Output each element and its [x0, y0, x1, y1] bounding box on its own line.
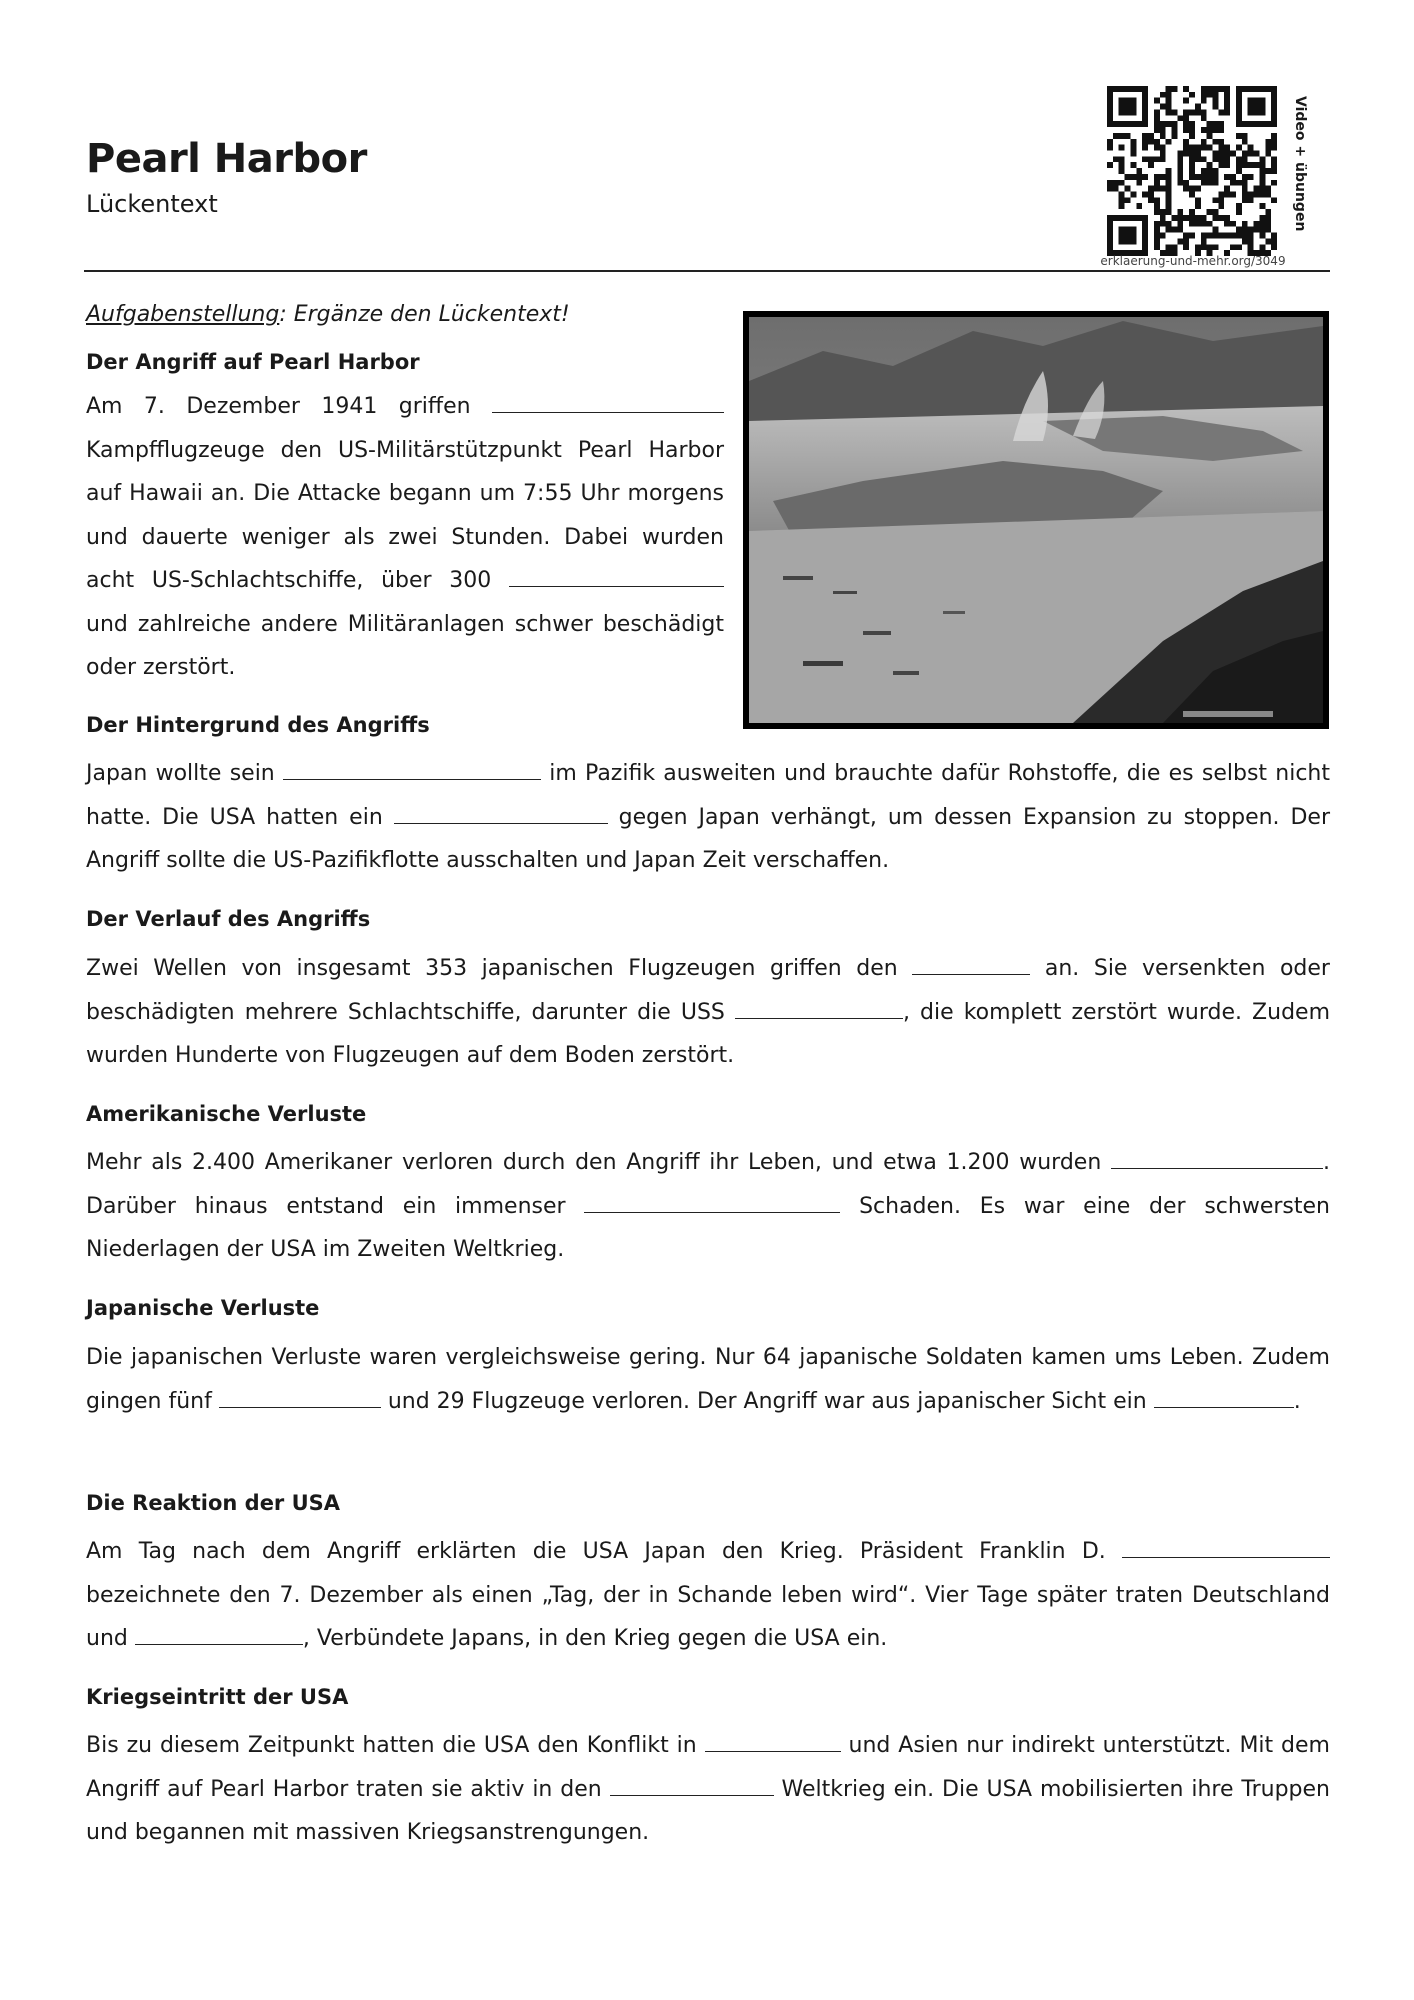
qr-url[interactable]: erklaerung-und-mehr.org/3049 — [1100, 254, 1286, 268]
blank-field[interactable] — [1154, 1385, 1294, 1408]
task-instruction — [86, 302, 570, 327]
blank-field[interactable] — [705, 1729, 841, 1752]
blank-field[interactable] — [219, 1385, 381, 1408]
task-text: : Ergänze den Lückentext! — [279, 302, 570, 327]
section-text-angriff: Am 7. Dezember 1941 griffen Kampfflugzeuge den US-Militärstützpunkt Pearl Harbor auf Hawaii an. Die Attacke begann um 7:55 Uhr morgens und dauerte weniger als zwei Stunden. Dabei wurden acht US-Schlachtschiffe, über 300 und zahlreiche andere Militäranlagen schwer beschädigt oder zerstört. — [86, 385, 724, 690]
blank-field[interactable] — [509, 564, 724, 587]
section-heading-jp-verluste: Japanische Verluste — [86, 1296, 320, 1320]
section-heading-angriff: Der Angriff auf Pearl Harbor — [86, 350, 420, 374]
blank-field[interactable] — [1122, 1535, 1330, 1558]
section-heading-kriegseintritt: Kriegseintritt der USA — [86, 1685, 349, 1709]
blank-field[interactable] — [912, 952, 1030, 975]
page-title: Pearl Harbor — [86, 136, 367, 182]
blank-field[interactable] — [584, 1190, 840, 1213]
blank-field[interactable] — [394, 801, 608, 824]
blank-field[interactable] — [492, 390, 724, 413]
section-heading-us-verluste: Amerikanische Verluste — [86, 1102, 367, 1126]
section-text-us-verluste: Mehr als 2.400 Amerikaner verloren durch den Angriff ihr Leben, und etwa 1.200 wurden . Darüber hinaus entstand ein immenser Schaden. Es war eine der schwersten Niederlagen der USA im Zweiten Weltkrieg. — [86, 1141, 1330, 1272]
section-heading-reaktion: Die Reaktion der USA — [86, 1491, 341, 1515]
blank-field[interactable] — [735, 996, 903, 1019]
section-heading-hintergrund: Der Hintergrund des Angriffs — [86, 713, 430, 737]
section-text-verlauf: Zwei Wellen von insgesamt 353 japanischen Flugzeugen griffen den an. Sie versenkten oder beschädigten mehrere Schlachtschiffe, darunter die USS , die komplett zerstört wurde. Zudem wurden Hunderte von Flugzeugen auf dem Boden zerstört. — [86, 947, 1330, 1078]
section-text-reaktion: Am Tag nach dem Angriff erklärten die USA Japan den Krieg. Präsident Franklin D. bezeichnete den 7. Dezember als einen „Tag, der in Schande leben wird“. Vier Tage später traten Deutschland und , Verbündete Japans, in den Krieg gegen die USA ein. — [86, 1530, 1330, 1661]
qr-code-icon[interactable] — [1107, 86, 1277, 256]
section-text-kriegseintritt: Bis zu diesem Zeitpunkt hatten die USA den Konflikt in und Asien nur indirekt unterstützt. Mit dem Angriff auf Pearl Harbor traten sie aktiv in den Weltkrieg ein. Die USA mobilisierten ihre Truppen und begannen mit massiven Kriegsanstrengungen. — [86, 1724, 1330, 1855]
section-heading-verlauf: Der Verlauf des Angriffs — [86, 907, 371, 931]
header-divider — [84, 270, 1330, 272]
page-subtitle: Lückentext — [86, 190, 218, 218]
task-label: Aufgabenstellung — [86, 302, 280, 327]
blank-field[interactable] — [610, 1773, 774, 1796]
pearl-harbor-photo — [743, 311, 1329, 729]
blank-field[interactable] — [135, 1622, 303, 1645]
qr-side-label: Video + übungen — [1292, 96, 1308, 232]
section-text-jp-verluste: Die japanischen Verluste waren vergleichsweise gering. Nur 64 japanische Soldaten kamen ums Leben. Zudem gingen fünf und 29 Flugzeuge verloren. Der Angriff war aus japanischer Sicht ein . — [86, 1345, 1330, 1414]
blank-field[interactable] — [1111, 1146, 1323, 1169]
section-text-hintergrund: Japan wollte sein im Pazifik ausweiten und brauchte dafür Rohstoffe, die es selbst nicht hatte. Die USA hatten ein gegen Japan verhängt, um dessen Expansion zu stoppen. Der Angriff sollte die US-Pazifikflotte ausschalten und Japan Zeit verschaffen. — [86, 752, 1330, 883]
blank-field[interactable] — [283, 757, 541, 780]
